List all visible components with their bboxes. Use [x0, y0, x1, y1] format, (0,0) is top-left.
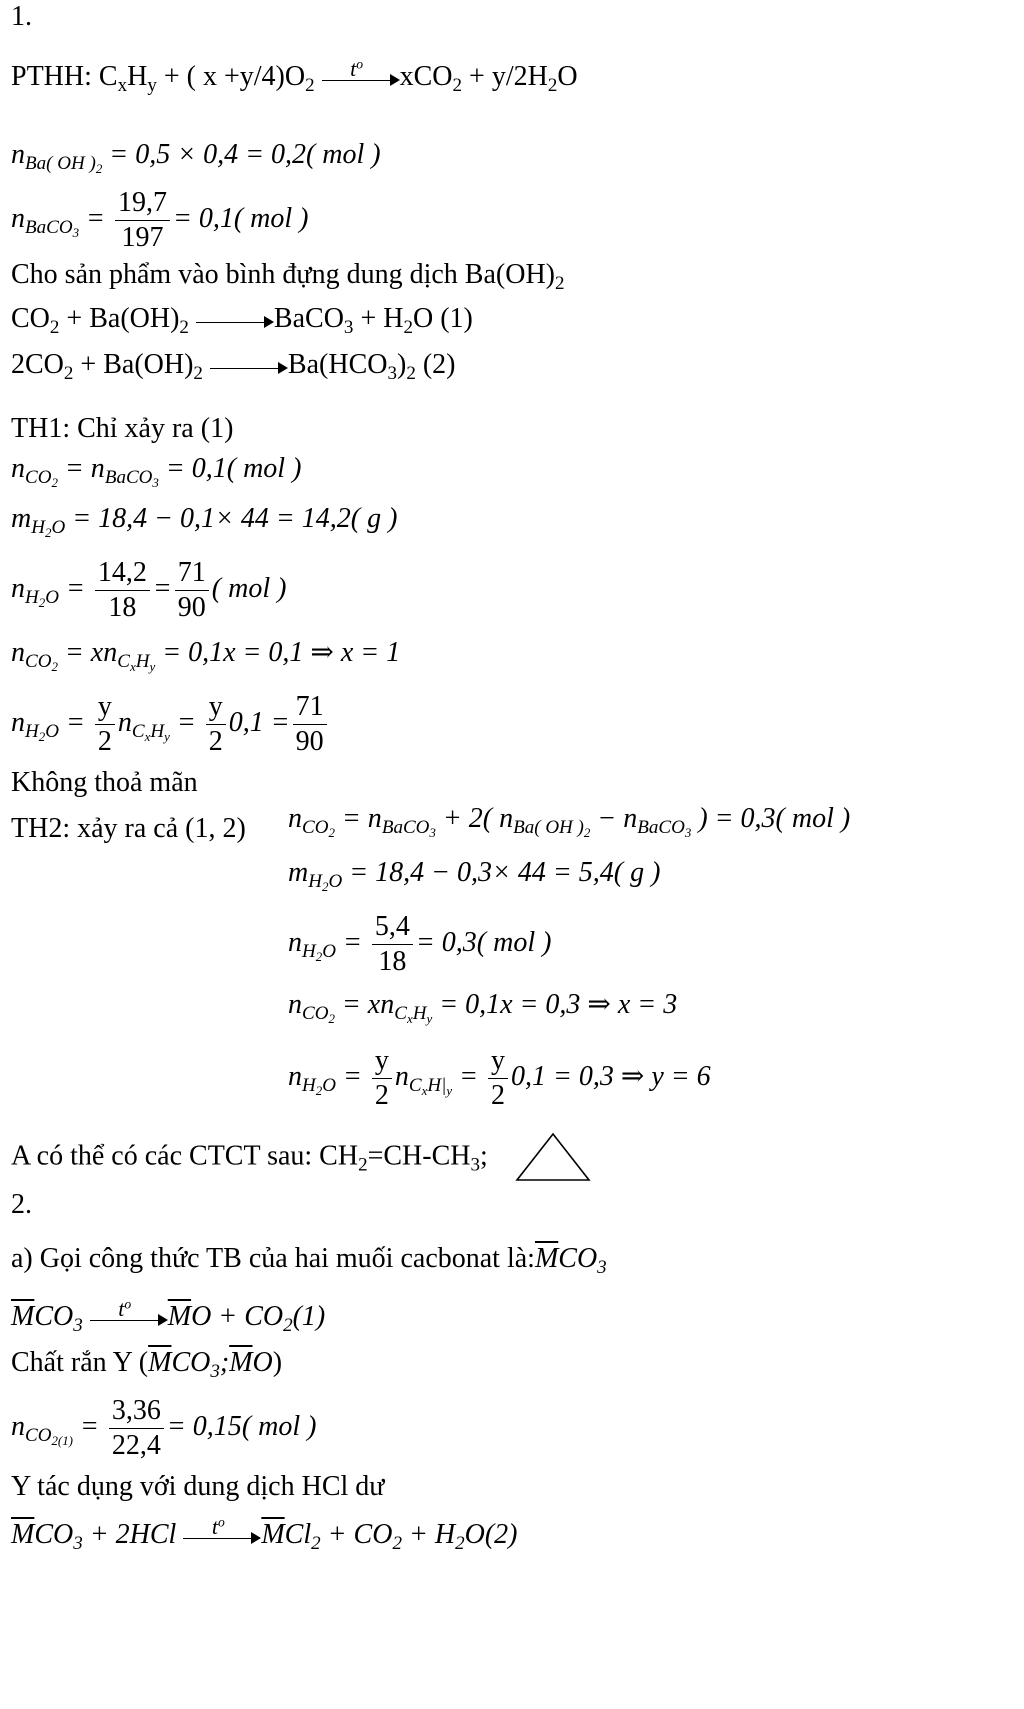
n-baoh2-equation: $n_{Ba( OH )_2} = 0,5 \times 0,4 = 0,2$( mol )	[11, 139, 381, 177]
not-satisfied-text: Không thoả mãn	[11, 767, 198, 798]
heat-arrow-2: $t^o$	[90, 1302, 168, 1336]
solid-y-line: Chất rắn Y $(\overline{M}CO_3;\overline{M}O)$	[11, 1347, 283, 1383]
n-co2-1-equation: $n_{CO_{2(1)}}$ = $\frac{3,36}{22,4}$ = 0,15( mol )	[11, 1395, 317, 1461]
reaction-2-arrow	[210, 350, 288, 384]
combustion-equation: PTHH: $C_xH_y$ + ( $x +y/4)O_2$ $t^o$ $xCO_2 + y/2H_2O$	[11, 55, 578, 97]
case-2-x-solution: $n_{CO_2} = xn_{C_xH_y} = 0,1x = 0,3$ ⇒ x = 3	[288, 989, 678, 1027]
case-2-n-h2o: $n_{H_2O}$ = $\frac{5,4}{18}$ = 0,3( mol )	[288, 911, 552, 977]
y-reacts-hcl-text: Y tác dụng với dung dịch HCl dư	[11, 1471, 385, 1502]
cyclopropane-triangle-icon	[513, 1130, 593, 1186]
case-1-n-co2: $n_{CO_2} = n_{BaCO_3} = 0,1$( mol )	[11, 453, 302, 491]
hcl-reaction-equation-2: $\overline{M}CO_3 + 2HCl$ $t^o$ $\overline{M}Cl_2 + CO_2 + H_2O(2)$	[11, 1513, 518, 1555]
product-into-flask-text: Cho sản phẩm vào bình đựng dung dịch $Ba(OH)_2$	[11, 259, 565, 295]
case-2-m-h2o: $m_{H_2O} = 18,4 - 0,3\times 44 = 5,4$( g )	[288, 857, 661, 895]
oxygen-coefficient: ( x +y/4)	[186, 61, 285, 92]
section-1-number: 1.	[11, 1, 32, 32]
case-1-x-solution: $n_{CO_2} = xn_{C_xH_y} = 0,1x = 0,1$ ⇒ x = 1	[11, 637, 401, 675]
reaction-1-arrow	[196, 304, 274, 338]
reaction-1: $CO_2 + Ba(OH)_2$ BaCO$_3$ + $H_2O$ (1)	[11, 303, 473, 339]
case-2-n-co2: $n_{CO_2} = n_{BaCO_3} + 2$( $n_{Ba( OH )_2} - n_{BaCO_3}$ ) = 0,3( mol )	[288, 803, 851, 841]
case-2-y-solution: $n_{H_2O}$ = $\frac{y}{2}$ $n_{C_xH|_y}$ = $\frac{y}{2}$ 0,1 = 0,3 ⇒ y = 6	[288, 1045, 711, 1111]
case-1-heading: TH1: Chỉ xảy ra (1)	[11, 413, 234, 444]
baco3-fraction: $\frac{19,7}{197}$	[115, 186, 170, 255]
decomposition-equation-1: $\overline{M}CO_3$ $t^o$ $\overline{M}O + CO_2(1)$	[11, 1295, 326, 1337]
section-2-number: 2.	[11, 1189, 32, 1220]
average-formula-intro: a) Gọi công thức TB của hai muối cacbonat $là:\overline{M}CO_3$	[11, 1243, 607, 1279]
case-2-heading: TH2: xảy ra cả (1, 2)	[11, 813, 246, 844]
case-1-n-h2o: $n_{H_2O}$ = $\frac{14,2}{18}$ = $\frac{71}{90}$ ( mol )	[11, 557, 287, 623]
case-1-m-h2o: $m_{H_2O} = 18,4 - 0,1\times 44 = 14,2$( g )	[11, 503, 398, 541]
pthh-prefix: PTHH:	[11, 61, 92, 92]
n-baco3-equation: $n_{BaCO_3}$ = $\frac{19,7}{197}$ = 0,1( mol )	[11, 187, 309, 253]
reaction-2: $2CO_2 + Ba(OH)_2$ $Ba(HCO_3)_2$ (2)	[11, 349, 456, 385]
structural-formulas-line: A có thể có các CTCT sau: $CH_2=CH-CH_3$;	[11, 1130, 593, 1186]
heat-arrow-3: $t^o$	[183, 1520, 261, 1554]
case-1-y-equation: $n_{H_2O}$ = $\frac{y}{2}$ $n_{C_xH_y}$ = $\frac{y}{2}$ 0,1 = $\frac{71}{90}$	[11, 690, 330, 759]
heat-arrow: $t^o$	[322, 62, 400, 96]
